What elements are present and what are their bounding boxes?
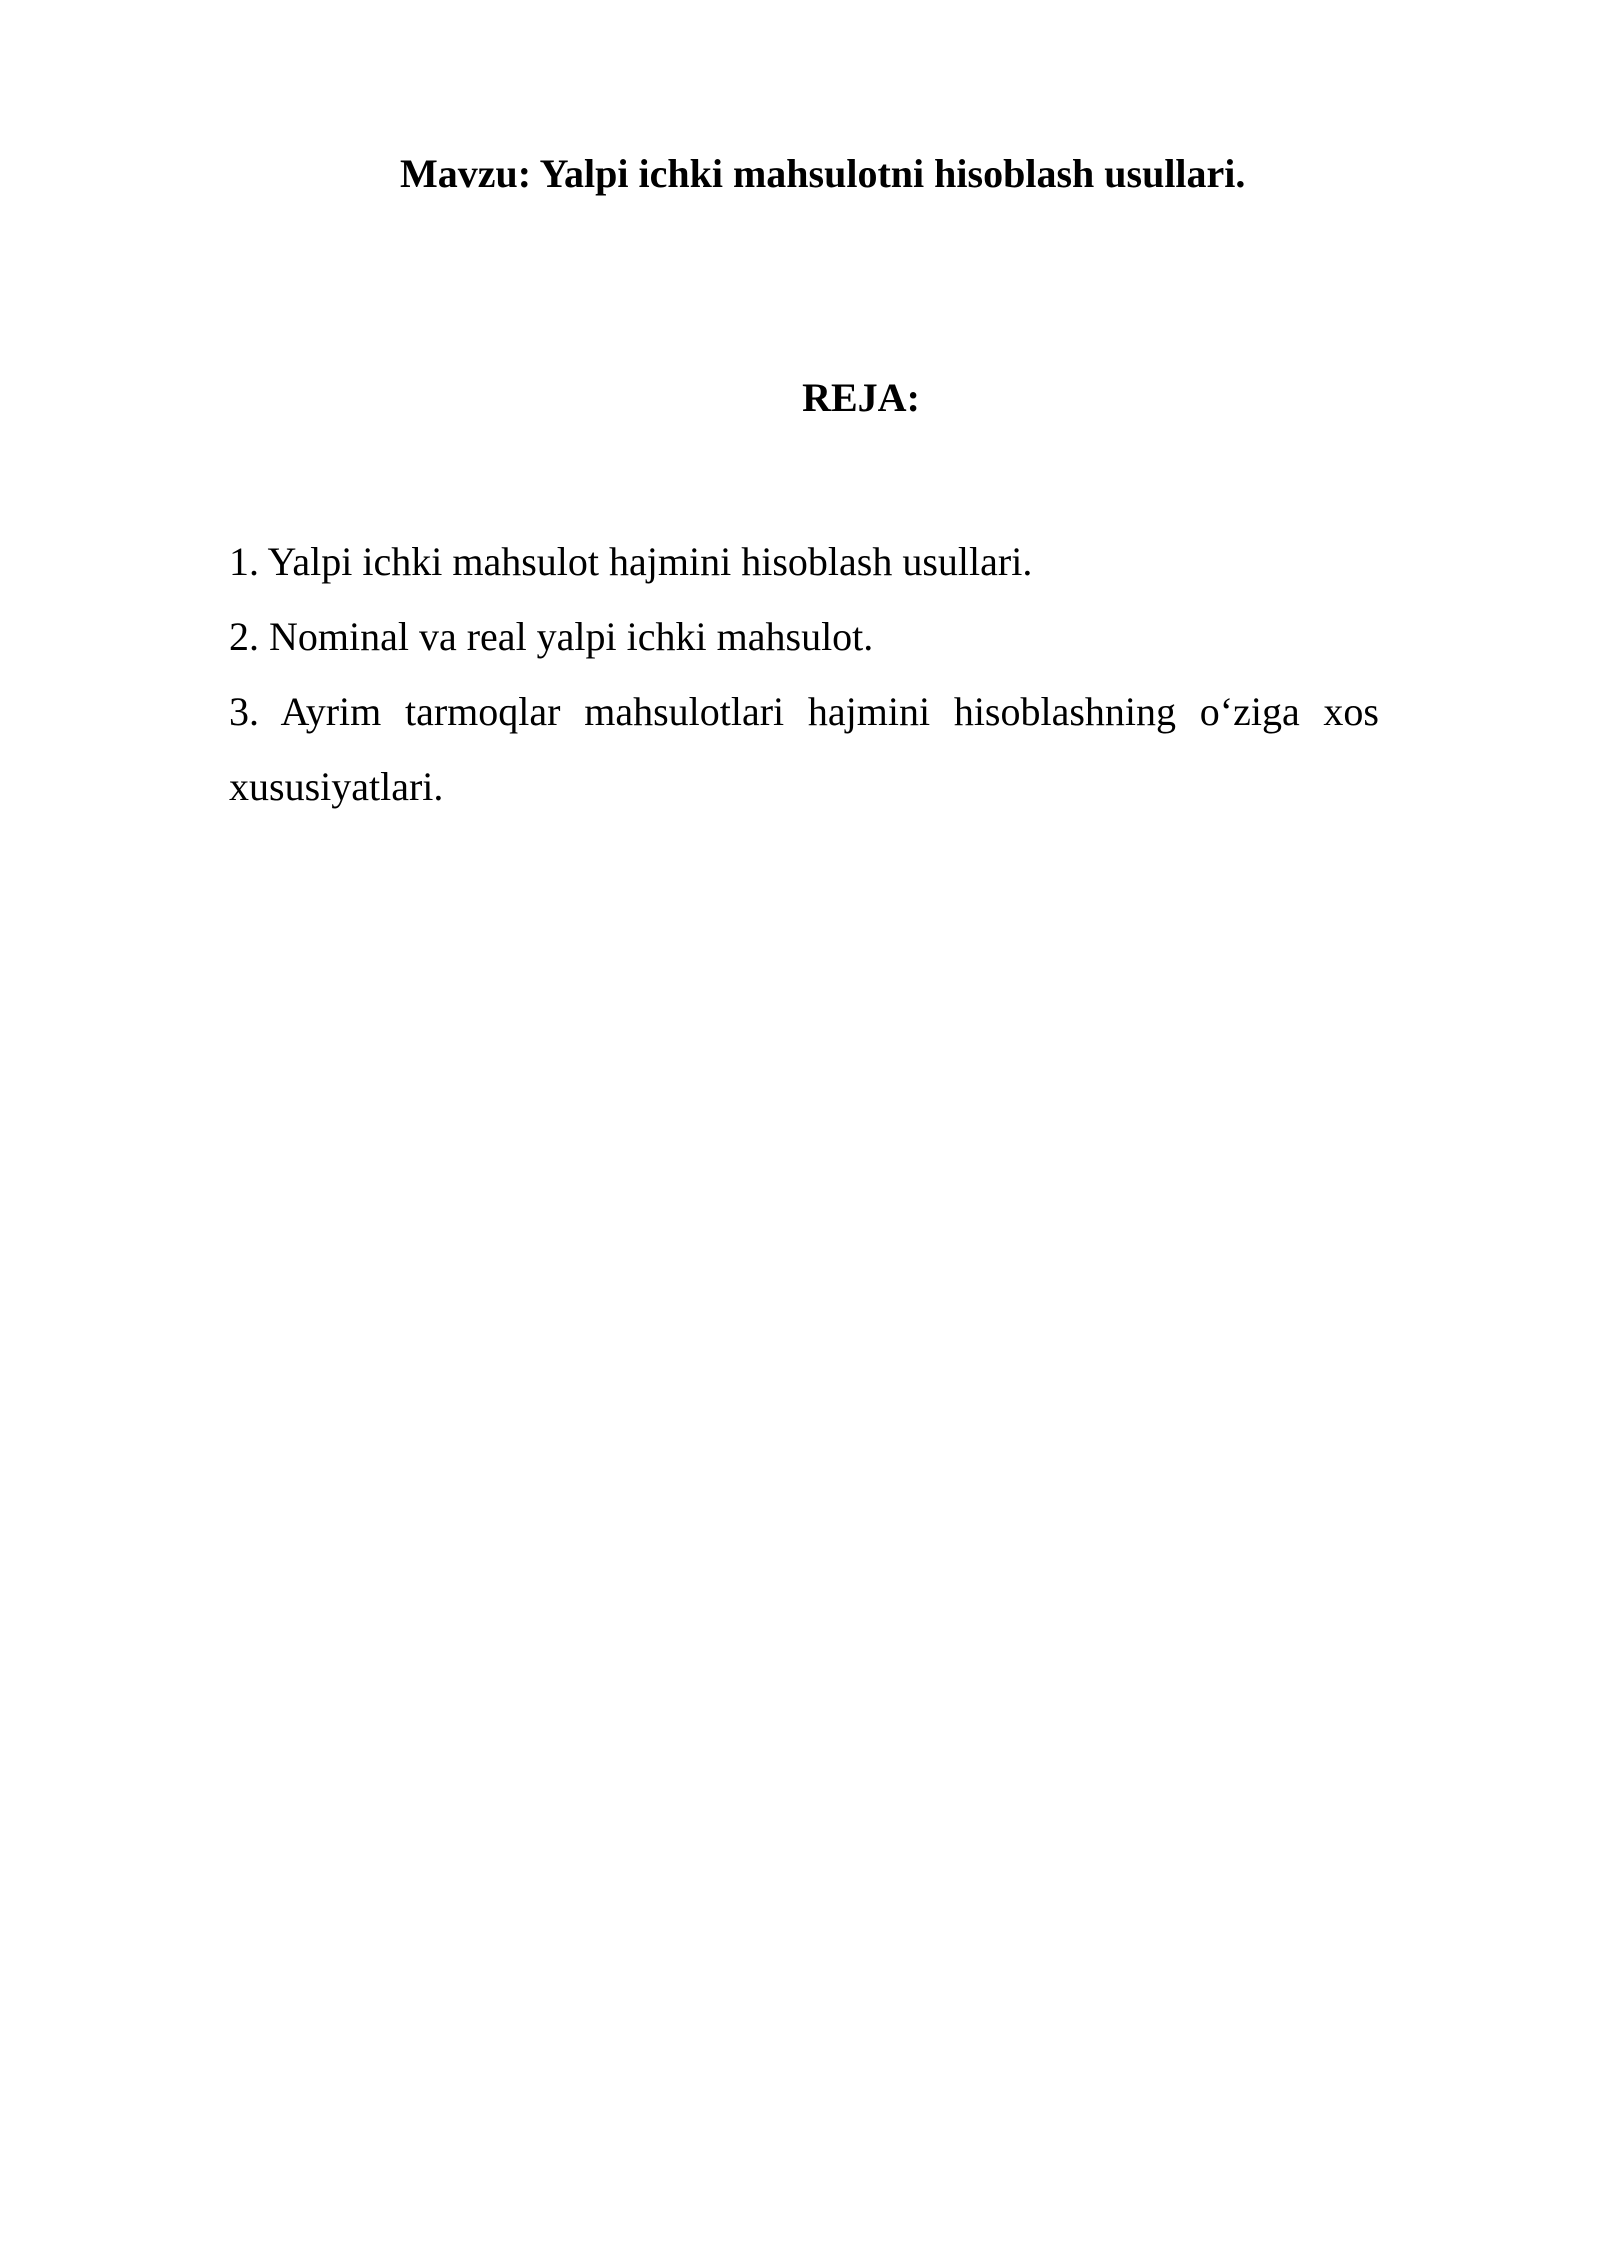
plan-heading: REJA: — [802, 375, 920, 420]
document-title: Mavzu: Yalpi ichki mahsulotni hisoblash usullari. — [400, 151, 1246, 196]
plan-item: 1. Yalpi ichki mahsulot hajmini hisoblash usullari. — [229, 539, 1033, 584]
plan-list — [229, 524, 1379, 824]
plan-item: 2. Nominal va real yalpi ichki mahsulot. — [229, 614, 874, 659]
plan-item: 3. Ayrim tarmoqlar mahsulotlari hajmini hisoblashning o‘ziga xos xususiyatlari. — [229, 689, 1379, 809]
